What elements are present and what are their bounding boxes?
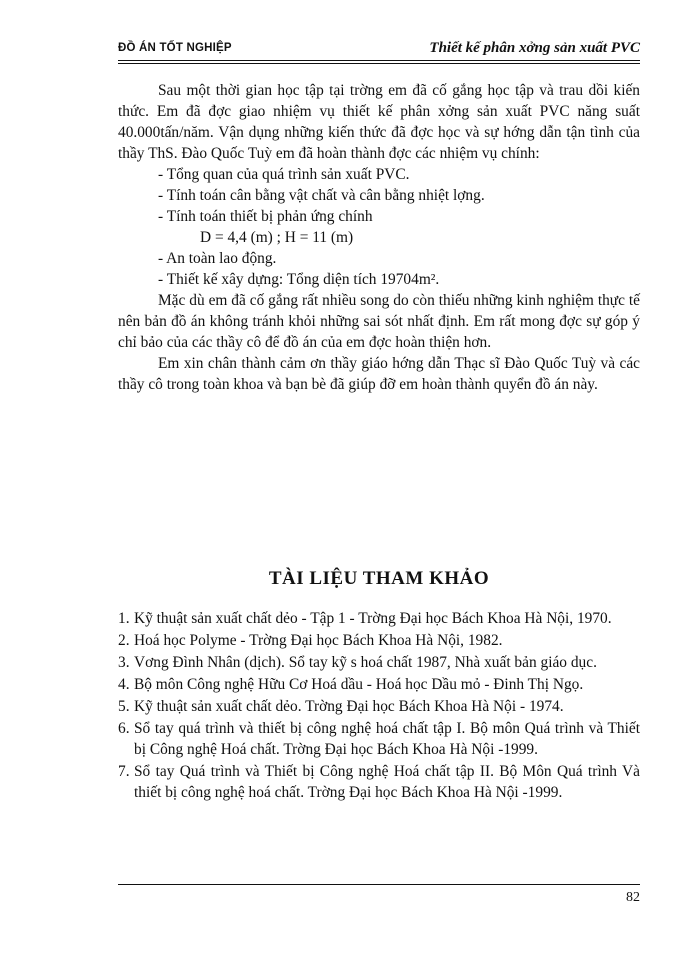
header-rule [118,60,640,64]
intro-paragraph: Sau một thời gian học tập tại trờng em đã cố gắng học tập và trau dồi kiến thức. Em đã đợc giao nhiệm vụ thiết kế phân xởng sản xuất PVC năng suất 40.000tấn/năm. Vận dụng những kiến thức đã đợc học và sự hớng dẫn tận tình của thầy ThS. Đào Quốc Tuỳ em đã hoàn thành đợc các nhiệm vụ chính: [118,82,640,162]
reference-number: 7. [118,763,130,780]
body-text [118,80,640,395]
header-right-title: Thiết kế phân xởng sản xuất PVC [429,40,640,56]
reference-number: 4. [118,676,130,693]
task-item: - Tính toán thiết bị phản ứng chính [158,208,373,225]
reference-item [118,652,640,673]
reference-text: Bộ môn Công nghệ Hữu Cơ Hoá dầu - Hoá học Dầu mỏ - Đinh Thị Ngọ. [134,676,584,693]
reference-item [118,674,640,695]
reference-text: Vơng Đình Nhân (dịch). Sổ tay kỹ s hoá chất 1987, Nhà xuất bản giáo dục. [134,654,597,671]
reference-item [118,630,640,651]
reactor-dimensions: D = 4,4 (m) ; H = 11 (m) [200,229,354,246]
page-header [118,40,640,60]
reference-item [118,718,640,760]
reference-item [118,608,640,629]
references-title: TÀI LIỆU THAM KHẢO [268,568,490,589]
reference-text: Sổ tay quá trình và thiết bị công nghệ hoá chất tập I. Bộ môn Quá trình và Thiết bị Công nghệ Hoá chất. Trờng Đại học Bách Khoa Hà Nội -1999. [134,720,640,758]
reference-number: 1. [118,610,130,627]
page-number: 82 [626,890,640,905]
thanks-paragraph: Em xin chân thành cảm ơn thầy giáo hớng dẫn Thạc sĩ Đào Quốc Tuỳ và các thầy cô trong toàn khoa và bạn bè đã giúp đỡ em hoàn thành quyển đồ án này. [118,355,640,393]
task-item: - Tổng quan của quá trình sản xuất PVC. [158,166,410,183]
header-left-title: ĐỒ ÁN TỐT NGHIỆP [118,42,232,54]
reference-number: 3. [118,654,130,671]
footer-rule [118,884,640,885]
reference-number: 2. [118,632,130,649]
reference-text: Hoá học Polyme - Trờng Đại học Bách Khoa Hà Nội, 1982. [134,632,503,649]
reference-number: 6. [118,720,130,737]
task-item: - An toàn lao động. [158,250,277,267]
task-item: - Tính toán cân bằng vật chất và cân bằng nhiệt lợng. [158,187,485,204]
reference-number: 5. [118,698,130,715]
references-list [118,608,640,804]
apology-paragraph: Mặc dù em đã cố gắng rất nhiều song do còn thiếu những kinh nghiệm thực tế nên bản đồ án không tránh khỏi những sai sót nhất định. Em rất mong đợc sự góp ý chỉ bảo của các thầy cô để đồ án của em đợc hoàn thiện hơn. [118,292,640,351]
reference-text: Kỹ thuật sản xuất chất dẻo - Tập 1 - Trờng Đại học Bách Khoa Hà Nội, 1970. [134,610,612,627]
reference-text: Sổ tay Quá trình và Thiết bị Công nghệ Hoá chất tập II. Bộ Môn Quá trình Và thiết bị công nghệ hoá chất. Trờng Đại học Bách Khoa Hà Nội -1999. [134,763,640,801]
reference-item [118,761,640,803]
task-item: - Thiết kế xây dựng: Tổng diện tích 19704m². [158,271,440,288]
reference-text: Kỹ thuật sản xuất chất dẻo. Trờng Đại học Bách Khoa Hà Nội - 1974. [134,698,564,715]
reference-item [118,696,640,717]
